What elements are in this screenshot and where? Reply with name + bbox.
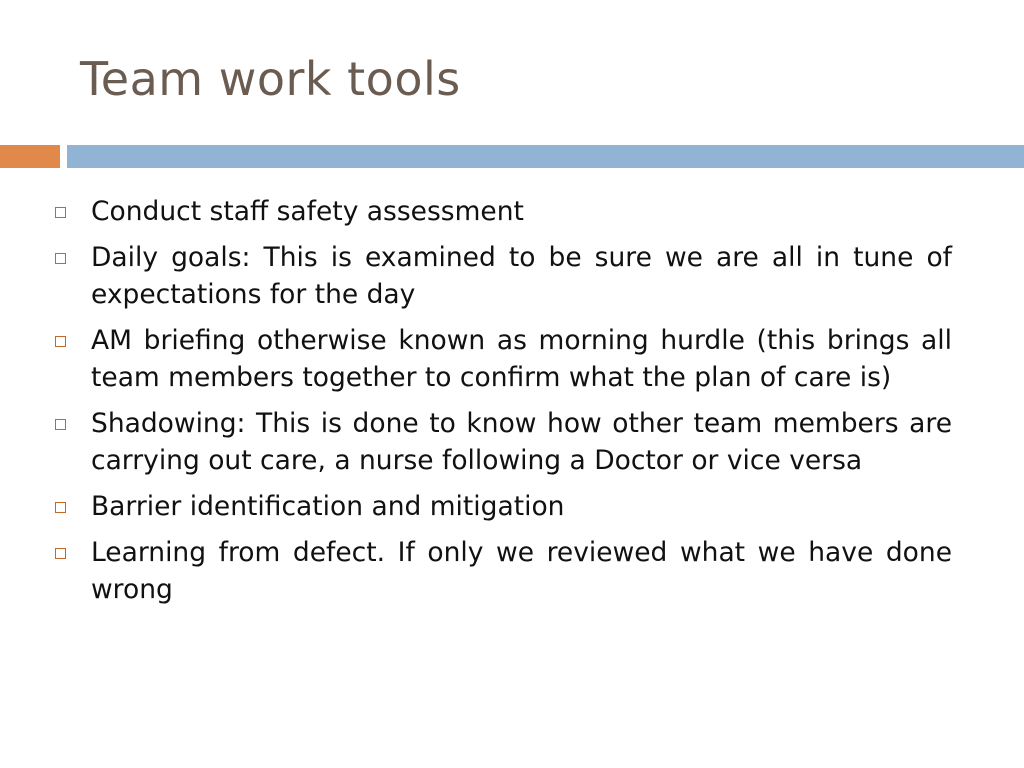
bullet-item xyxy=(0,488,1024,525)
title-accent-bar-blue xyxy=(67,145,1024,168)
bullet-item xyxy=(0,193,1024,230)
slide-title: Team work tools xyxy=(80,52,461,106)
bullet-item xyxy=(0,239,1024,313)
hollow-square-icon xyxy=(55,253,66,264)
bullet-list xyxy=(0,193,1024,617)
bullet-text: Conduct staff safety assessment xyxy=(91,196,524,227)
bullet-text: Daily goals: This is examined to be sure we are all in tune of expectations for the day xyxy=(91,242,952,310)
bullet-text: Learning from defect. If only we reviewed what we have done wrong xyxy=(91,537,952,605)
hollow-square-icon xyxy=(55,419,66,430)
bullet-item xyxy=(0,534,1024,608)
bullet-text: AM briefing otherwise known as morning hurdle (this brings all team members together to confirm what the plan of care is) xyxy=(91,325,952,393)
hollow-square-icon xyxy=(55,502,66,513)
bullet-text: Barrier identification and mitigation xyxy=(91,491,565,522)
hollow-square-icon xyxy=(55,207,66,218)
hollow-square-icon xyxy=(55,336,66,347)
bullet-item xyxy=(0,405,1024,479)
bullet-text: Shadowing: This is done to know how other team members are carrying out care, a nurse following a Doctor or vice versa xyxy=(91,408,952,476)
bullet-item xyxy=(0,322,1024,396)
title-accent-bar-orange xyxy=(0,145,60,168)
hollow-square-icon xyxy=(55,548,66,559)
